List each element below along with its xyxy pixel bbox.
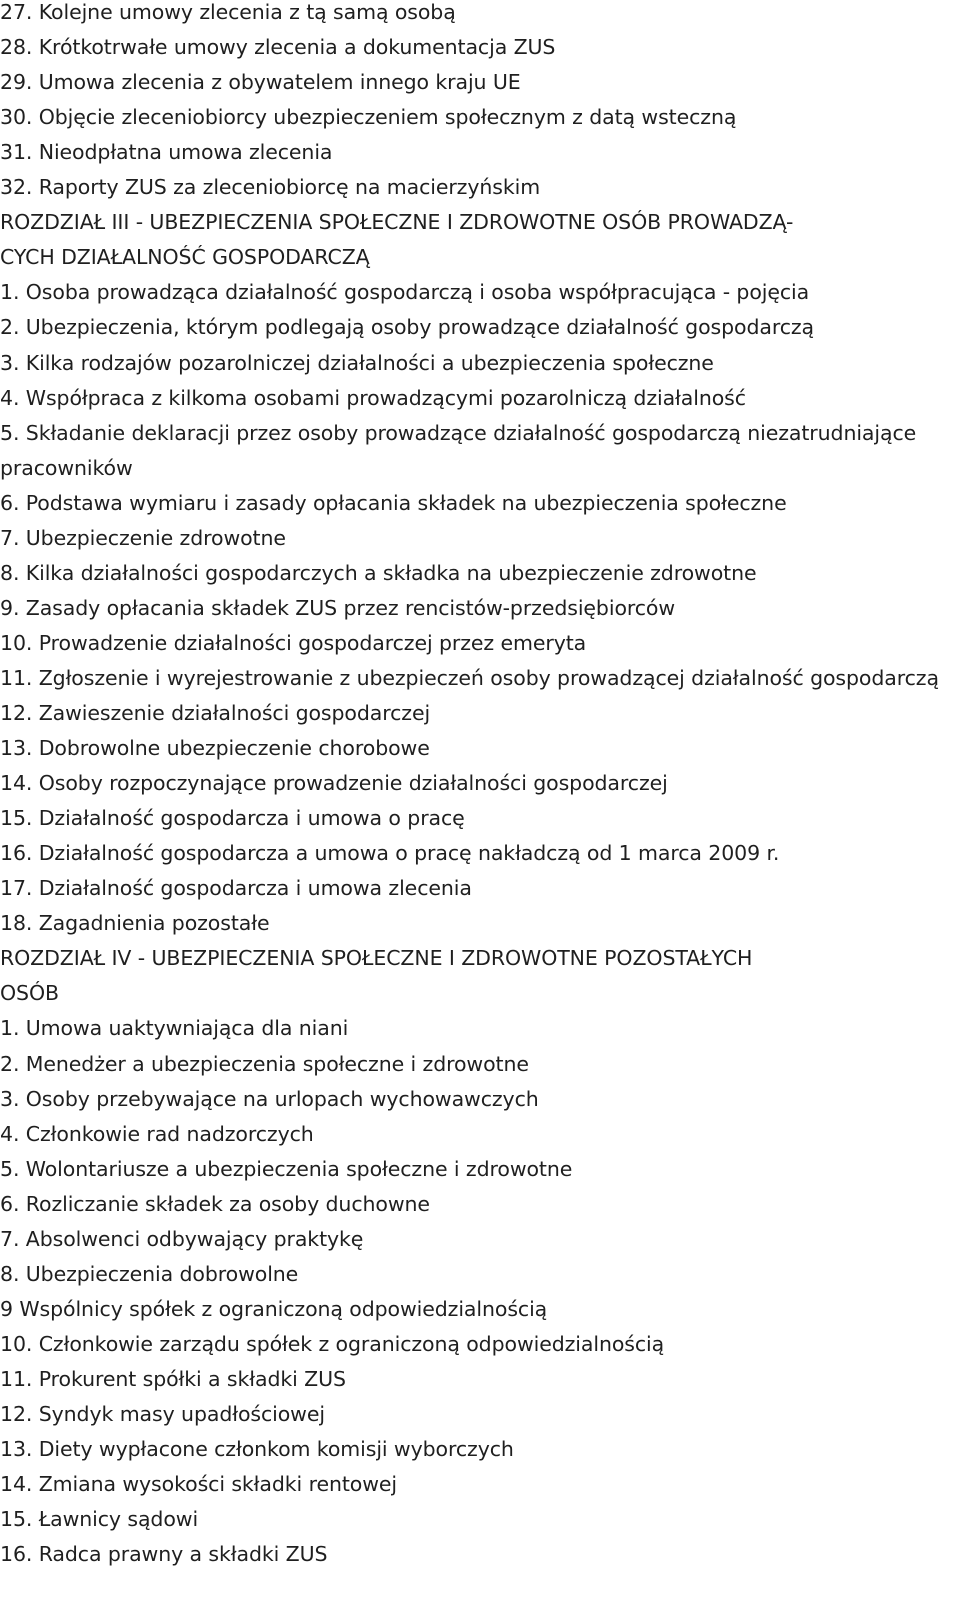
- text-line: 6. Podstawa wymiaru i zasady opłacania składek na ubezpieczenia społeczne: [0, 490, 787, 515]
- text-line: 18. Zagadnienia pozostałe: [0, 911, 270, 936]
- text-line: 29. Umowa zlecenia z obywatelem innego kraju UE: [0, 70, 521, 95]
- text-line: 12. Syndyk masy upadłościowej: [0, 1402, 325, 1426]
- text-line: 8. Ubezpieczenia dobrowolne: [0, 1261, 299, 1286]
- text-line: 10. Prowadzenie działalności gospodarczej przez emeryta: [0, 630, 587, 655]
- text-line: 17. Działalność gospodarcza i umowa zlecenia: [0, 876, 472, 901]
- text-line: 13. Diety wypłacone członkom komisji wyborczych: [0, 1437, 514, 1462]
- text-line: 12. Zawieszenie działalności gospodarczej: [0, 701, 431, 725]
- text-line: 31. Nieodpłatna umowa zlecenia: [0, 140, 333, 165]
- text-line: 11. Zgłoszenie i wyrejestrowanie z ubezpieczeń osoby prowadzącej działalność gospodarczą: [0, 665, 939, 690]
- text-line: 13. Dobrowolne ubezpieczenie chorobowe: [0, 736, 430, 761]
- text-line: 30. Objęcie zleceniobiorcy ubezpieczeniem społecznym z datą wsteczną: [0, 105, 737, 130]
- text-line: 3. Kilka rodzajów pozarolniczej działalności a ubezpieczenia społeczne: [0, 350, 714, 375]
- text-line: 9 Wspólnicy spółek z ograniczoną odpowiedzialnością: [0, 1296, 548, 1321]
- text-line: 1. Osoba prowadząca działalność gospodarczą i osoba współpracująca - pojęcia: [0, 280, 810, 305]
- text-line: 16. Działalność gospodarcza a umowa o pracę nakładczą od 1 marca 2009 r.: [0, 841, 780, 866]
- text-line: 2. Ubezpieczenia, którym podlegają osoby prowadzące działalność gospodarczą: [0, 315, 815, 340]
- chapter-heading: OSÓB: [0, 981, 59, 1006]
- text-line: 14. Zmiana wysokości składki rentowej: [0, 1472, 398, 1497]
- chapter-heading: CYCH DZIAŁALNOŚĆ GOSPODARCZĄ: [0, 245, 370, 270]
- text-line: 6. Rozliczanie składek za osoby duchowne: [0, 1191, 430, 1216]
- text-line: 7. Absolwenci odbywający praktykę: [0, 1226, 364, 1251]
- text-line: 8. Kilka działalności gospodarczych a składka na ubezpieczenie zdrowotne: [0, 560, 757, 585]
- text-line: 27. Kolejne umowy zlecenia z tą samą osobą: [0, 0, 456, 24]
- text-line: 1. Umowa uaktywniająca dla niani: [0, 1016, 349, 1041]
- text-line: 16. Radca prawny a składki ZUS: [0, 1542, 328, 1567]
- text-line: 2. Menedżer a ubezpieczenia społeczne i zdrowotne: [0, 1051, 529, 1076]
- chapter-heading: ROZDZIAŁ III - UBEZPIECZENIA SPOŁECZNE I ZDROWOTNE OSÓB PROWADZĄ-: [0, 210, 794, 235]
- text-line: 14. Osoby rozpoczynające prowadzenie działalności gospodarczej: [0, 771, 668, 796]
- text-line: 11. Prokurent spółki a składki ZUS: [0, 1366, 346, 1391]
- text-line: 32. Raporty ZUS za zleceniobiorcę na macierzyńskim: [0, 175, 541, 200]
- text-line: 9. Zasady opłacania składek ZUS przez rencistów-przedsiębiorców: [0, 595, 676, 620]
- text-line: 15. Działalność gospodarcza i umowa o pracę: [0, 806, 465, 831]
- text-line: pracowników: [0, 455, 133, 480]
- text-line: 4. Członkowie rad nadzorczych: [0, 1121, 314, 1146]
- text-line: 15. Ławnicy sądowi: [0, 1507, 199, 1532]
- text-line: 3. Osoby przebywające na urlopach wychowawczych: [0, 1086, 539, 1111]
- text-line: 10. Członkowie zarządu spółek z ograniczoną odpowiedzialnością: [0, 1331, 665, 1356]
- text-line: 28. Krótkotrwałe umowy zlecenia a dokumentacja ZUS: [0, 35, 556, 60]
- text-line: 4. Współpraca z kilkoma osobami prowadzącymi pozarolniczą działalność: [0, 385, 746, 410]
- text-line: 7. Ubezpieczenie zdrowotne: [0, 525, 286, 550]
- text-line: 5. Wolontariusze a ubezpieczenia społeczne i zdrowotne: [0, 1156, 573, 1181]
- text-line: 5. Składanie deklaracji przez osoby prowadzące działalność gospodarczą niezatrudniające: [0, 420, 917, 445]
- chapter-heading: ROZDZIAŁ IV - UBEZPIECZENIA SPOŁECZNE I ZDROWOTNE POZOSTAŁYCH: [0, 946, 753, 971]
